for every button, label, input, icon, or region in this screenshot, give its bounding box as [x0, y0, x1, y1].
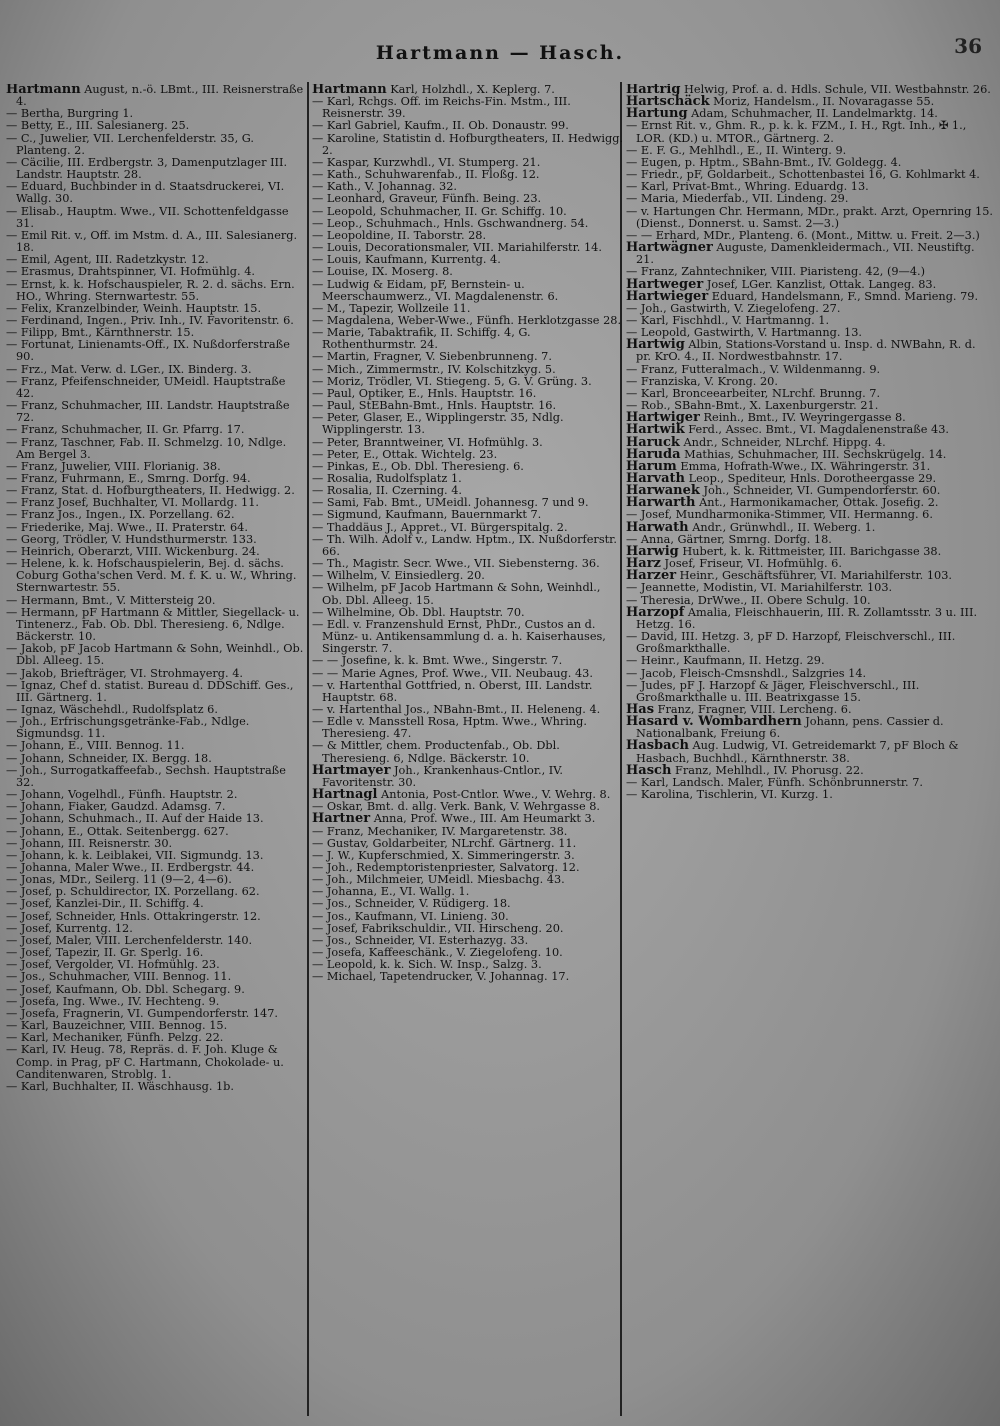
entry-text: — — Josefine, k. k. Bmt. Wwe., Singerstr. 7.	[312, 654, 563, 668]
entry-text: — Heinrich, Oberarzt, VIII. Wickenburg. 24.	[6, 544, 260, 558]
entry-text: — Karl, Landsch. Maler, Fünfh. Schönbrunnerstr. 7.	[626, 775, 923, 789]
entry-text: — Magdalena, Weber-Wwe., Fünfh. Herklotzgasse 28.	[312, 313, 622, 327]
entry-surname: Hartwägner	[626, 240, 713, 256]
entry-text: — Ludwig & Eidam, pF, Bernstein- u. Meerschaumwerz., VI. Magdalenenstr. 6.	[312, 277, 559, 303]
entry-text: — Karl Gabriel, Kaufm., II. Ob. Donaustr. 99.	[312, 119, 569, 133]
entry-text: — Joh., Gastwirth, V. Ziegelofeng. 27.	[626, 301, 841, 315]
entry-text: Andr., Grünwhdl., II. Weberg. 1.	[688, 520, 876, 534]
entry-text: Karl, Holzhdl., X. Keplerg. 7.	[386, 84, 555, 96]
entry-text: — Paul, StEBahn-Bmt., Hnls. Hauptstr. 16.	[312, 399, 557, 413]
entry-text: — Josef, Kanzlei-Dir., II. Schiffg. 4.	[6, 897, 204, 911]
entry-text: — Oskar, Bmt. d. allg. Verk. Bank, V. Wehrgasse 8.	[312, 800, 600, 814]
entry-text: — Jacob, Fleisch-Cmsnshdl., Salzgries 14.	[626, 666, 867, 680]
entry-text: — — Erhard, MDr., Planteng. 6. (Mont., Mittw. u. Freit. 2—3.)	[626, 228, 980, 242]
entry-surname: Hasard v. Wombardhern	[626, 714, 802, 730]
entry-text: — Johann, Vogelhdl., Fünfh. Hauptstr. 2.	[6, 788, 238, 802]
directory-entry	[6, 607, 304, 643]
directory-entry	[312, 680, 624, 704]
entry-text: — v. Hartenthal Jos., NBahn-Bmt., II. Heleneng. 4.	[312, 702, 601, 716]
entry-surname: Hartwik	[626, 422, 685, 438]
directory-entry	[626, 339, 994, 363]
directory-column-3	[626, 84, 994, 1414]
entry-text: — Kaspar, Kurzwhdl., VI. Stumperg. 21.	[312, 155, 541, 169]
entry-text: — Joh., Redemptoristenpriester, Salvatorg. 12.	[312, 861, 580, 874]
entry-text: — Bertha, Burgring 1.	[6, 107, 134, 121]
entry-text: — M., Tapezir, Wollzeile 11.	[312, 301, 471, 315]
directory-entry	[312, 279, 624, 303]
entry-surname: Hasch	[626, 762, 672, 778]
entry-text: — Franz, Taschner, Fab. II. Schmelzg. 10, Ndlge. Am Bergel 3.	[6, 435, 287, 461]
entry-text: — Karolina, Tischlerin, VI. Kurzg. 1.	[626, 788, 833, 802]
entry-text: Adam, Schuhmacher, II. Landelmarktg. 14.	[687, 107, 938, 121]
entry-surname: Hartmann	[312, 84, 387, 97]
directory-entry	[6, 1081, 304, 1093]
entry-text: — Karl, Buchhalter, II. Wäschhausg. 1b.	[6, 1079, 235, 1093]
entry-text: — Franz, Futteralmach., V. Wildenmanng. 9.	[626, 362, 881, 376]
directory-entry	[312, 327, 624, 351]
entry-text: — Georg, Trödler, V. Hundsthurmerstr. 133.	[6, 532, 257, 546]
entry-text: — Karl, Fischhdl., V. Hartmanng. 1.	[626, 313, 830, 327]
directory-entry	[6, 1044, 304, 1080]
entry-text: Albin, Stations-Vorstand u. Insp. d. NWBahn, R. d. pr. KrO. 4., II. Nordwestbahnstr. 17.	[636, 338, 976, 364]
entry-text: — Edl. v. Franzenshuld Ernst, PhDr., Custos an d. Münz- u. Antikensammlung d. a. h. Kaiserhauses, Singerstr. 7.	[312, 617, 606, 656]
entry-text: — Ernst, k. k. Hofschauspieler, R. 2. d. sächs. Ern. HO., Whring. Sternwartestr. 55.	[6, 277, 295, 303]
entry-text: — Jos., Schuhmacher, VIII. Bennog. 11.	[6, 970, 232, 984]
directory-entry	[312, 619, 624, 655]
directory-entry	[312, 740, 624, 764]
entry-text: Andr., Schneider, NLrchf. Hippg. 4.	[679, 435, 886, 449]
entry-text: — Josefa, Fragnerin, VI. Gumpendorferstr. 147.	[6, 1006, 278, 1020]
page-number: 36	[954, 34, 982, 58]
entry-text: — Friedr., pF, Goldarbeit., Schottenbastei 16, G. Kohlmarkt 4.	[626, 168, 980, 182]
entry-text: — Sami, Fab. Bmt., UMeidl. Johannesg. 7 und 9.	[312, 496, 589, 510]
entry-text: — Johanna, E., VI. Wallg. 1.	[312, 885, 470, 899]
directory-entry	[626, 604, 994, 631]
entry-text: — Leopold, Schuhmacher, II. Gr. Schiffg. 10.	[312, 204, 567, 218]
entry-surname: Hartwiger	[626, 410, 700, 426]
entry-text: — Jakob, pF Jacob Hartmann & Sohn, Weinhdl., Ob. Dbl. Alleeg. 15.	[6, 642, 304, 668]
entry-text: — Josef, Tapezir, II. Gr. Sperlg. 16.	[6, 946, 204, 960]
entry-text: — Emil Rit. v., Off. im Mstm. d. A., III. Salesianerg. 18.	[6, 228, 298, 255]
entry-text: — Michael, Tapetendrucker, V. Johannag. 17.	[312, 970, 570, 984]
entry-text: — Wilhelm, V. Einsiedlerg. 20.	[312, 569, 485, 583]
directory-entry	[626, 242, 994, 266]
entry-text: — Franz Josef, Buchhalter, VI. Mollardg. 11.	[6, 496, 259, 510]
entry-text: — Joh., Surrogatkaffeefab., Sechsh. Hauptstraße 32.	[6, 763, 286, 789]
entry-text: — Ignaz, Chef d. statist. Bureau d. DDSchiff. Ges., III. Gärtnerg. 1.	[6, 678, 294, 704]
entry-text: — v. Hartungen Chr. Hermann, MDr., prakt. Arzt, Opernring 15. (Dienst., Donnerst. u. Samst. 2—3.)	[626, 204, 994, 230]
entry-surname: Hasbach	[626, 738, 689, 754]
directory-entry	[6, 643, 304, 667]
entry-text: — Josef, p. Schuldirector, IX. Porzellang. 62.	[6, 885, 260, 899]
entry-text: — Josefa, Kaffeeschänk., V. Ziegelofeng. 10.	[312, 946, 563, 960]
entry-surname: Hartmayer	[312, 762, 391, 778]
entry-text: — Heinr., Kaufmann, II. Hetzg. 29.	[626, 654, 825, 668]
entry-text: — Jakob, Briefträger, VI. Strohmayerg. 4.	[6, 666, 243, 680]
entry-text: Eduard, Handelsmann, F., Smnd. Marieng. 79.	[708, 289, 979, 303]
entry-text: Joh., Schneider, VI. Gumpendorferstr. 60.	[699, 484, 941, 498]
entry-text: — Franz, Juwelier, VIII. Florianig. 38.	[6, 459, 221, 473]
entry-surname: Hartweger	[626, 276, 704, 292]
entry-text: Amalia, Fleischhauerin, III. R. Zollamtsstr. 3 u. III. Hetzg. 16.	[636, 605, 978, 631]
entry-text: — Fortunat, Linienamts-Off., IX. Nußdorferstraße 90.	[6, 338, 290, 364]
entry-text: — Franz, Fuhrmann, E., Smrng. Dorfg. 94.	[6, 472, 251, 485]
entry-text: — Johann, Schuhmach., II. Auf der Haide 13.	[6, 812, 264, 826]
entry-text: Heinr., Geschäftsführer, VI. Mariahilferstr. 103.	[676, 569, 952, 583]
directory-entry	[626, 740, 994, 764]
entry-text: — Martin, Fragner, V. Siebenbrunneng. 7.	[312, 350, 552, 364]
directory-entry	[6, 376, 304, 400]
page-title: Hartmann — Hasch.	[375, 42, 625, 64]
entry-text: Emma, Hofrath-Wwe., IX. Währingerstr. 31.	[676, 459, 931, 473]
entry-text: — — Marie Agnes, Prof. Wwe., VII. Neubaug. 43.	[312, 666, 593, 680]
entry-text: — Frz., Mat. Verw. d. LGer., IX. Binderg. 3.	[6, 362, 252, 376]
entry-text: — J. W., Kupferschmied, X. Simmeringerstr. 3.	[312, 848, 575, 862]
entry-text: — Karl, Bronceearbeiter, NLrchf. Brunng. 7.	[626, 386, 881, 400]
entry-text: Auguste, Damenkleidermach., VII. Neustiftg. 21.	[636, 241, 975, 267]
directory-entry	[312, 96, 624, 120]
directory-entry	[6, 181, 304, 205]
entry-text: Reinh., Bmt., IV. Weyringergasse 8.	[699, 411, 906, 425]
entry-text: — Jos., Schneider, VI. Esterhazyg. 33.	[312, 933, 529, 947]
entry-text: — Th., Magistr. Secr. Wwe., VII. Siebensterng. 36.	[312, 557, 600, 571]
entry-surname: Harz	[626, 556, 661, 572]
entry-text: — Johann, k. k. Leiblakei, VII. Sigmundg. 13.	[6, 848, 264, 862]
entry-text: — Franz, Schuhmacher, II. Gr. Pfarrg. 17.	[6, 423, 245, 437]
entry-text: — Rob., SBahn-Bmt., X. Laxenburgerstr. 21.	[626, 399, 879, 413]
entry-text: — Friederike, Maj. Wwe., II. Praterstr. 64.	[6, 520, 248, 534]
entry-text: — Leopoldine, II. Taborstr. 28.	[312, 228, 487, 242]
entry-text: — Franz, Mechaniker, IV. Margaretenstr. 38.	[312, 824, 568, 838]
entry-surname: Harwanek	[626, 483, 700, 499]
entry-text: — Jos., Schneider, V. Rüdigerg. 18.	[312, 897, 511, 911]
entry-text: Antonia, Post-Cntlor. Wwe., V. Wehrg. 8.	[377, 788, 611, 802]
entry-text: — Franz Jos., Ingen., IX. Porzellang. 62.	[6, 508, 235, 522]
entry-text: — Pinkas, E., Ob. Dbl. Theresieng. 6.	[312, 459, 524, 473]
entry-text: — Louis, Kaufmann, Kurrentg. 4.	[312, 253, 501, 267]
directory-entry	[6, 206, 304, 230]
directory-entry	[6, 680, 304, 704]
entry-text: — Elisab., Hauptm. Wwe., VII. Schottenfeldgasse 31.	[6, 204, 289, 230]
column-divider	[307, 82, 309, 1416]
entry-surname: Harvath	[626, 471, 685, 486]
entry-text: — Erasmus, Drahtspinner, VI. Hofmühlg. 4.	[6, 265, 255, 279]
directory-entry	[6, 400, 304, 424]
entry-text: — Karl, Privat-Bmt., Whring. Eduardg. 13.	[626, 180, 869, 194]
directory-entry	[6, 716, 304, 740]
entry-text: — Franz, Zahntechniker, VIII. Piaristeng. 42, (9—4.)	[626, 265, 926, 279]
entry-text: — Hermann, pF Hartmann & Mittler, Siegellack- u. Tintenerz., Fab. Ob. Dbl. Theresieng. 6, Ndlge. Bäckerstr. 10.	[6, 605, 300, 644]
entry-surname: Hartschäck	[626, 94, 710, 110]
entry-text: — Hermann, Bmt., V. Mittersteig 20.	[6, 593, 216, 607]
entry-text: — Josef, Fabrikschuldir., VII. Hirscheng. 20.	[312, 921, 564, 935]
directory-entry	[312, 133, 624, 157]
entry-text: Johann, pens. Cassier d. Nationalbank, Freiung 6.	[636, 715, 944, 741]
entry-text: — Paul, Optiker, E., Hnls. Hauptstr. 16.	[312, 386, 537, 400]
entry-text: — Filipp, Bmt., Kärnthnerstr. 15.	[6, 326, 195, 340]
directory-column-2	[312, 84, 624, 1414]
entry-surname: Hartmann	[6, 84, 81, 97]
entry-text: — Jonas, MDr., Seilerg. 11 (9—2, 4—6).	[6, 873, 232, 887]
entry-text: — Eugen, p. Hptm., SBahn-Bmt., IV. Goldegg. 4.	[626, 155, 902, 169]
entry-text: — Thaddäus J., Appret., VI. Bürgerspitalg. 2.	[312, 520, 568, 534]
entry-text: — Wilhelmine, Ob. Dbl. Hauptstr. 70.	[312, 605, 525, 619]
entry-text: — Johann, Schneider, IX. Bergg. 18.	[6, 751, 212, 765]
entry-text: — Felix, Kranzelbinder, Weinh. Hauptstr. 15.	[6, 301, 262, 315]
entry-text: Mathias, Schuhmacher, III. Sechskrügelg. 14.	[680, 447, 947, 461]
entry-text: — Ferdinand, Ingen., Priv. Inh., IV. Favoritenstr. 6.	[6, 313, 294, 327]
entry-text: Leop., Spediteur, Hnls. Dorotheergasse 29.	[685, 472, 937, 485]
entry-text: — Peter, Branntweiner, VI. Hofmühlg. 3.	[312, 435, 543, 449]
entry-text: — Josef, Kurrentg. 12.	[6, 921, 133, 935]
entry-surname: Haruda	[626, 446, 681, 462]
entry-surname: Hartwig	[626, 337, 685, 353]
directory-entry	[312, 582, 624, 606]
entry-text: — Louis, Decorationsmaler, VII. Mariahilferstr. 14.	[312, 241, 602, 255]
directory-column-1	[6, 84, 304, 1414]
directory-entry	[626, 716, 994, 740]
directory-entry	[312, 762, 624, 789]
entry-text: Franz, Fragner, VIII. Lercheng. 6.	[654, 702, 852, 716]
entry-text: Anna, Prof. Wwe., III. Am Heumarkt 3.	[370, 812, 596, 826]
entry-text: — Theresia, DrWwe., II. Obere Schulg. 10.	[626, 593, 871, 607]
entry-text: Joh., Krankenhaus-Cntlor., IV. Favoritenstr. 30.	[322, 763, 563, 789]
entry-text: — Edle v. Mansstell Rosa, Hptm. Wwe., Whring. Theresieng. 47.	[312, 715, 587, 741]
entry-surname: Has	[626, 701, 655, 717]
entry-text: — Kath., Schuhwarenfab., II. Floßg. 12.	[312, 168, 540, 182]
directory-entry	[626, 120, 994, 144]
entry-text: Ferd., Assec. Bmt., VI. Magdalenenstraße 43.	[684, 423, 949, 437]
directory-entry	[626, 680, 994, 704]
entry-surname: Harzopf	[626, 604, 685, 620]
entry-text: — Karl, Mechaniker, Fünfh. Pelzg. 22.	[6, 1031, 224, 1045]
entry-text: — Rosalia, Rudolfsplatz 1.	[312, 472, 462, 485]
entry-text: Ant., Harmonikamacher, Ottak. Josefig. 2.	[695, 496, 939, 510]
entry-text: — Franziska, V. Krong. 20.	[626, 374, 778, 388]
directory-entry	[6, 437, 304, 461]
directory-entry	[6, 339, 304, 363]
directory-entry	[6, 765, 304, 789]
entry-text: — Joh., Erfrischungsgetränke-Fab., Ndlge. Sigmundsg. 11.	[6, 715, 250, 741]
entry-text: — Leopold, Gastwirth, V. Hartmanng. 13.	[626, 326, 862, 340]
entry-text: — Gustav, Goldarbeiter, NLrchf. Gärtnerg. 11.	[312, 836, 577, 850]
entry-text: — Johann, E., Ottak. Seitenbergg. 627.	[6, 824, 229, 838]
entry-text: — Maria, Miederfab., VII. Lindeng. 29.	[626, 192, 849, 206]
entry-text: — Karl, Rchgs. Off. im Reichs-Fin. Mstm., III. Reisnerstr. 39.	[312, 95, 571, 121]
directory-entry	[626, 206, 994, 230]
entry-text: — Joh., Milchmeier, UMeidl. Miesbachg. 43.	[312, 873, 565, 887]
entry-text: — Josef, Schneider, Hnls. Ottakringerstr. 12.	[6, 909, 261, 923]
entry-text: — Emil, Agent, III. Radetzkystr. 12.	[6, 253, 209, 267]
entry-text: — Peter, E., Ottak. Wichtelg. 23.	[312, 447, 498, 461]
entry-text: — Th. Wilh. Adolf v., Landw. Hptm., IX. Nußdorferstr. 66.	[312, 532, 617, 558]
entry-text: — Kath., V. Johannag. 32.	[312, 180, 458, 194]
entry-text: — Johanna, Maler Wwe., II. Erdbergstr. 44.	[6, 861, 255, 874]
entry-text: — Moriz, Trödler, VI. Stiegeng. 5, G. V. Grüng. 3.	[312, 374, 592, 388]
directory-entry	[6, 230, 304, 254]
entry-text: — Karoline, Statistin d. Hofburgtheaters, II. Hedwigg. 2.	[312, 131, 624, 157]
entry-text: — Franz, Pfeifenschneider, UMeidl. Hauptstraße 42.	[6, 374, 286, 400]
entry-text: — Franz, Schuhmacher, III. Landstr. Hauptstraße 72.	[6, 399, 290, 425]
directory-entry	[312, 412, 624, 436]
entry-text: — Leonhard, Graveur, Fünfh. Being. 23.	[312, 192, 542, 206]
directory-entry	[6, 133, 304, 157]
entry-text: — Sigmund, Kaufmann, Bauernmarkt 7.	[312, 508, 542, 522]
entry-text: Franz, Mehlhdl., IV. Phorusg. 22.	[671, 763, 864, 777]
directory-entry	[312, 971, 624, 983]
entry-text: — Rosalia, II. Czerning. 4.	[312, 484, 463, 498]
entry-text: — Karl, IV. Heug. 78, Repräs. d. F. Joh. Kluge & Comp. in Prag, pF C. Hartmann, Chokolade- u. Canditenwaren, Stroblg. 1.	[6, 1043, 284, 1081]
entry-text: — Johann, III. Reisnerstr. 30.	[6, 836, 173, 850]
entry-surname: Harzer	[626, 568, 677, 584]
entry-text: — v. Hartenthal Gottfried, n. Oberst, III. Landstr. Hauptstr. 68.	[312, 678, 593, 704]
entry-text: — & Mittler, chem. Productenfab., Ob. Dbl. Theresieng. 6, Ndlge. Bäckerstr. 10.	[312, 739, 560, 765]
entry-text: — Josef, Kaufmann, Ob. Dbl. Schegarg. 9.	[6, 982, 245, 996]
directory-entry	[312, 534, 624, 558]
entry-text: — C., Juwelier, VII. Lerchenfelderstr. 35, G. Planteng. 2.	[6, 131, 254, 157]
entry-text: — Helene, k. k. Hofschauspielerin, Bej. d. sächs. Coburg Gotha'schen Verd. M. f. K. u. W., Whring. Sternwartestr. 55.	[6, 557, 297, 595]
entry-surname: Hartnagl	[312, 787, 378, 803]
entry-surname: Hartrig	[626, 84, 681, 97]
entry-text: — Peter, Glaser, E., Wipplingerstr. 35, Ndlg. Wipplingerstr. 13.	[312, 411, 564, 437]
entry-surname: Hartwieger	[626, 288, 709, 304]
entry-text: — Eduard, Buchbinder in d. Staatsdruckerei, VI. Wallg. 30.	[6, 180, 285, 206]
entry-text: Josef, Friseur, VI. Hofmühlg. 6.	[660, 557, 842, 571]
entry-text: — Mich., Zimmermstr., IV. Kolschitzkyg. 5.	[312, 362, 556, 376]
entry-text: — Betty, E., III. Salesianerg. 25.	[6, 119, 190, 133]
entry-text: — David, III. Hetzg. 3, pF D. Harzopf, Fleischverschl., III. Großmarkthalle.	[626, 630, 956, 656]
entry-text: Moriz, Handelsm., II. Novaragasse 55.	[709, 95, 935, 109]
entry-text: — Leop., Schuhmach., Hnls. Gschwandnerg. 54.	[312, 216, 589, 230]
entry-text: — Josefa, Ing. Wwe., IV. Hechteng. 9.	[6, 994, 220, 1008]
directory-entry	[626, 789, 994, 801]
entry-text: August, n.-ö. LBmt., III. Reisnerstraße 4.	[16, 84, 304, 109]
entry-text: — Josef, Mundharmonika-Stimmer, VII. Hermanng. 6.	[626, 508, 933, 522]
directory-entry	[6, 558, 304, 594]
entry-surname: Harwig	[626, 543, 679, 559]
directory-entry	[6, 279, 304, 303]
directory-entry	[6, 157, 304, 181]
entry-surname: Hartner	[312, 811, 371, 827]
entry-text: Hubert, k. k. Rittmeister, III. Barichgasse 38.	[678, 544, 942, 558]
entry-text: — Leopold, k. k. Sich. W. Insp., Salzg. 3.	[312, 958, 542, 972]
entry-surname: Haruck	[626, 434, 680, 450]
entry-text: — Johann, Fiaker, Gaudzd. Adamsg. 7.	[6, 800, 226, 814]
entry-text: — Ernst Rit. v., Ghm. R., p. k. k. FZM., I. H., Rgt. Inh., ✠ 1., LOR. (KD.) u. MTOR., Gärtnerg. 2.	[626, 119, 967, 145]
entry-text: — Marie, Tabaktrafik, II. Schiffg. 4, G. Rothenthurmstr. 24.	[312, 326, 531, 352]
entry-text: — Wilhelm, pF Jacob Hartmann & Sohn, Weinhdl., Ob. Dbl. Alleeg. 15.	[312, 581, 601, 607]
entry-text: — E. F. G., Mehlhdl., E., II. Winterg. 9.	[626, 143, 847, 157]
entry-text: — Josef, Vergolder, VI. Hofmühlg. 23.	[6, 958, 220, 972]
entry-text: — Judes, pF J. Harzopf & Jäger, Fleischverschl., III. Großmarkthalle u. III. Beatrixgasse 15.	[626, 678, 920, 704]
entry-surname: Hartung	[626, 106, 688, 122]
directory-entry	[312, 716, 624, 740]
entry-text: Helwig, Prof. a. d. Hdls. Schule, VII. Westbahnstr. 26.	[680, 84, 991, 96]
entry-text: — Josef, Maler, VIII. Lerchenfelderstr. 140.	[6, 933, 253, 947]
entry-text: — Jeannette, Modistin, VI. Mariahilferstr. 103.	[626, 581, 893, 595]
entry-text: — Ignaz, Wäschehdl., Rudolfsplatz 6.	[6, 702, 218, 716]
entry-text: — Johann, E., VIII. Bennog. 11.	[6, 739, 185, 753]
entry-surname: Harwath	[626, 519, 689, 535]
entry-surname: Harum	[626, 458, 677, 474]
entry-surname: Harwarth	[626, 495, 696, 511]
entry-text: Josef, LGer. Kanzlist, Ottak. Langeg. 83.	[703, 277, 937, 291]
entry-text: — Franz, Stat. d. Hofburgtheaters, II. Hedwigg. 2.	[6, 484, 295, 498]
directory-entry	[626, 631, 994, 655]
entry-text: — Jos., Kaufmann, VI. Linieng. 30.	[312, 909, 509, 923]
directory-entry	[6, 84, 304, 108]
entry-text: — Karl, Bauzeichner, VIII. Bennog. 15.	[6, 1019, 228, 1033]
entry-text: — Anna, Gärtner, Smrng. Dorfg. 18.	[626, 532, 832, 546]
entry-text: — Cäcilie, III. Erdbergstr. 3, Damenputzlager III. Landstr. Hauptstr. 28.	[6, 155, 288, 182]
entry-text: — Louise, IX. Moserg. 8.	[312, 265, 453, 279]
entry-text: Aug. Ludwig, VI. Getreidemarkt 7, pF Bloch & Hasbach, Buchhdl., Kärnthnerstr. 38.	[636, 739, 959, 765]
